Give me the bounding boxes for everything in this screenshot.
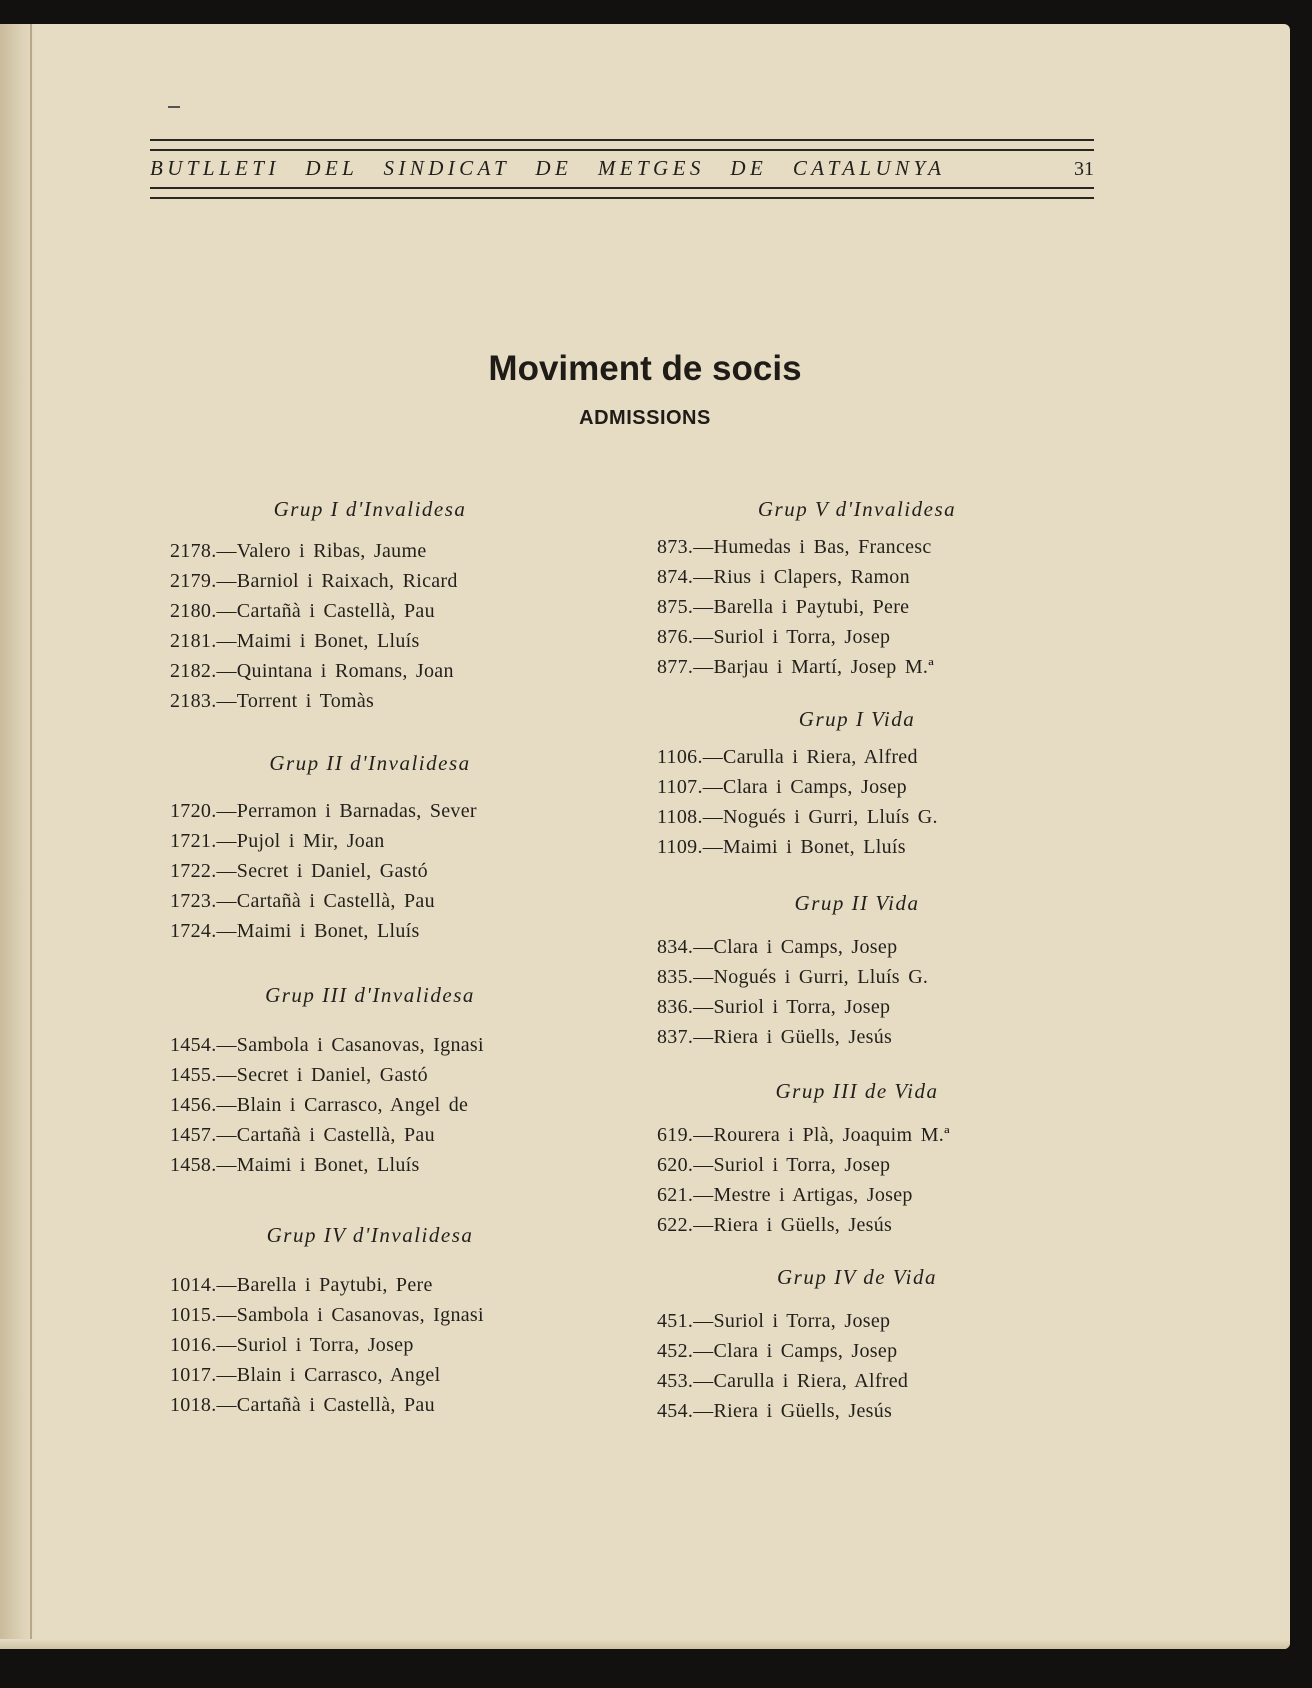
document-page	[0, 24, 1290, 1649]
member-entry: 453.—Carulla i Riera, Alfred	[657, 1370, 909, 1392]
page-gutter-line	[30, 24, 32, 1649]
member-entry: 834.—Clara i Camps, Josep	[657, 936, 898, 958]
group-title: Grup I d'Invalidesa	[273, 497, 467, 521]
member-entry: 2181.—Maimi i Bonet, Lluís	[170, 630, 420, 652]
member-entry: 1014.—Barella i Paytubi, Pere	[170, 1274, 433, 1296]
group-section	[657, 1262, 1057, 1426]
member-entry: 1723.—Cartañà i Castellà, Pau	[170, 890, 435, 912]
page-number: 31	[1074, 158, 1094, 180]
article-title: Moviment de socis	[488, 349, 802, 388]
group-title: Grup III d'Invalidesa	[265, 983, 475, 1007]
member-entry: 1455.—Secret i Daniel, Gastó	[170, 1064, 428, 1086]
member-entry: 1016.—Suriol i Torra, Josep	[170, 1334, 414, 1356]
header-rule-top	[150, 139, 1094, 151]
member-entry: 1106.—Carulla i Riera, Alfred	[657, 746, 918, 768]
member-entry: 2179.—Barniol i Raixach, Ricard	[170, 570, 458, 592]
member-entry: 454.—Riera i Güells, Jesús	[657, 1400, 893, 1422]
member-list	[657, 532, 1057, 682]
member-entry: 1108.—Nogués i Gurri, Lluís G.	[657, 806, 938, 828]
member-entry: 1454.—Sambola i Casanovas, Ignasi	[170, 1034, 484, 1056]
member-entry: 875.—Barella i Paytubi, Pere	[657, 596, 910, 618]
group-title: Grup III de Vida	[775, 1079, 939, 1103]
group-section	[657, 704, 1057, 862]
group-title: Grup IV d'Invalidesa	[266, 1223, 474, 1247]
running-title: BUTLLETI DEL SINDICAT DE METGES DE CATALUNYA	[150, 156, 946, 180]
group-title: Grup IV de Vida	[777, 1265, 937, 1289]
group-title: Grup II Vida	[794, 891, 920, 915]
page-bottom-edge	[0, 1639, 1290, 1649]
member-entry: 873.—Humedas i Bas, Francesc	[657, 536, 932, 558]
member-entry: 1724.—Maimi i Bonet, Lluís	[170, 920, 420, 942]
running-header	[150, 139, 1094, 199]
header-rule-bottom	[150, 187, 1094, 199]
group-section	[170, 1220, 570, 1420]
member-list	[657, 742, 1057, 862]
member-entry: 451.—Suriol i Torra, Josep	[657, 1310, 891, 1332]
member-entry: 621.—Mestre i Artigas, Josep	[657, 1184, 913, 1206]
member-entry: 452.—Clara i Camps, Josep	[657, 1340, 898, 1362]
page-mark	[168, 106, 180, 108]
member-entry: 1458.—Maimi i Bonet, Lluís	[170, 1154, 420, 1176]
member-entry: 2178.—Valero i Ribas, Jaume	[170, 540, 427, 562]
group-section	[657, 1076, 1057, 1240]
member-entry: 837.—Riera i Güells, Jesús	[657, 1026, 893, 1048]
left-column	[170, 494, 570, 1420]
member-entry: 1017.—Blain i Carrasco, Angel	[170, 1364, 441, 1386]
group-section	[657, 494, 1057, 682]
member-entry: 835.—Nogués i Gurri, Lluís G.	[657, 966, 929, 988]
member-list	[657, 1306, 1057, 1426]
group-section	[170, 494, 570, 716]
member-entry: 1721.—Pujol i Mir, Joan	[170, 830, 385, 852]
member-entry: 1456.—Blain i Carrasco, Angel de	[170, 1094, 469, 1116]
article-subtitle: ADMISSIONS	[579, 407, 711, 429]
member-entry: 619.—Rourera i Plà, Joaquim M.ª	[657, 1124, 950, 1146]
member-entry: 620.—Suriol i Torra, Josep	[657, 1154, 891, 1176]
member-entry: 1018.—Cartañà i Castellà, Pau	[170, 1394, 435, 1416]
member-entry: 1015.—Sambola i Casanovas, Ignasi	[170, 1304, 484, 1326]
member-list	[170, 536, 570, 716]
member-entry: 876.—Suriol i Torra, Josep	[657, 626, 891, 648]
group-section	[170, 748, 570, 946]
member-entry: 622.—Riera i Güells, Jesús	[657, 1214, 893, 1236]
member-entry: 2183.—Torrent i Tomàs	[170, 690, 375, 712]
member-entry: 2182.—Quintana i Romans, Joan	[170, 660, 454, 682]
member-list	[170, 1270, 570, 1420]
group-title: Grup II d'Invalidesa	[269, 751, 471, 775]
group-section	[657, 888, 1057, 1052]
member-list	[657, 1120, 1057, 1240]
group-title: Grup V d'Invalidesa	[757, 497, 957, 521]
member-list	[170, 1030, 570, 1180]
member-list	[170, 796, 570, 946]
member-entry: 1107.—Clara i Camps, Josep	[657, 776, 907, 798]
member-entry: 1109.—Maimi i Bonet, Lluís	[657, 836, 906, 858]
group-title: Grup I Vida	[798, 707, 916, 731]
member-entry: 1722.—Secret i Daniel, Gastó	[170, 860, 428, 882]
member-entry: 2180.—Cartañà i Castellà, Pau	[170, 600, 435, 622]
member-entry: 1720.—Perramon i Barnadas, Sever	[170, 800, 477, 822]
member-entry: 1457.—Cartañà i Castellà, Pau	[170, 1124, 435, 1146]
group-section	[170, 980, 570, 1180]
header-row	[150, 151, 1094, 185]
member-entry: 874.—Rius i Clapers, Ramon	[657, 566, 910, 588]
member-entry: 877.—Barjau i Martí, Josep M.ª	[657, 656, 935, 678]
right-column	[657, 494, 1057, 1426]
member-list	[657, 932, 1057, 1052]
member-entry: 836.—Suriol i Torra, Josep	[657, 996, 891, 1018]
